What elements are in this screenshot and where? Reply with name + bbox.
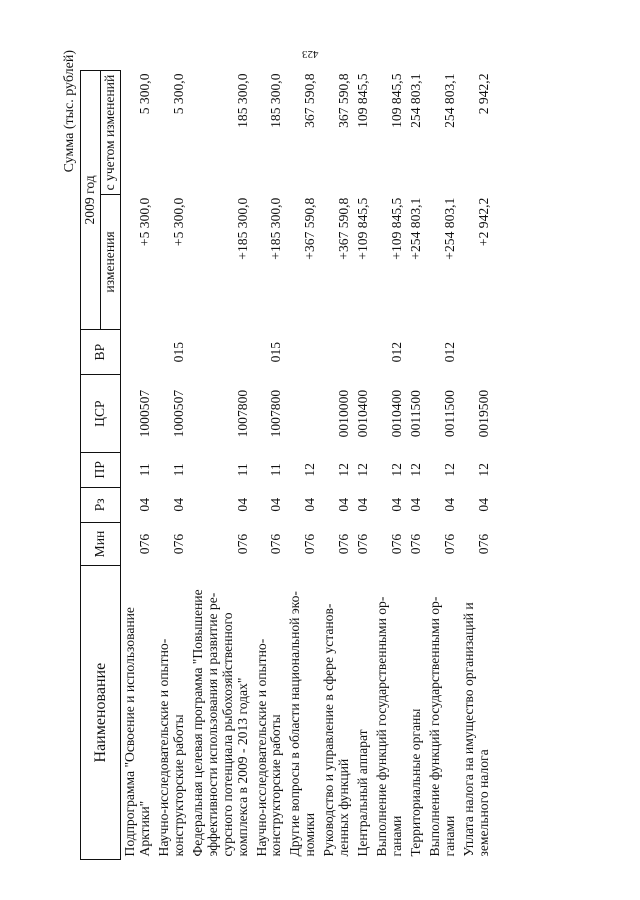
table-row	[407, 71, 426, 860]
row-vr	[320, 329, 354, 375]
row-vr	[460, 329, 494, 375]
row-csr: 0011500	[442, 390, 458, 438]
row-min: 076	[268, 533, 284, 555]
row-total: 2 942,2	[475, 73, 491, 115]
row-vr	[354, 329, 373, 375]
header-with-changes: с учетом изменений	[100, 71, 120, 195]
table-row	[320, 71, 354, 860]
row-pr: 11	[234, 463, 250, 477]
row-vr: 015	[170, 341, 186, 363]
row-pr: 12	[389, 463, 405, 477]
row-csr: 0010000	[336, 389, 352, 438]
header-name: Наименование	[81, 566, 121, 860]
header-changes: изменения	[100, 195, 120, 330]
table-row	[354, 71, 373, 860]
row-min: 076	[475, 533, 491, 555]
row-name: Центральный аппарат	[355, 729, 371, 857]
row-vr: 012	[389, 341, 405, 363]
row-rz: 04	[355, 498, 371, 512]
row-name: Уплата налога на имущество организаций и земельного налога	[460, 602, 491, 857]
row-total: 367 590,8	[336, 73, 352, 128]
row-pr: 12	[442, 463, 458, 477]
row-name: Выполнение функций государственными ор-ганами	[427, 596, 458, 857]
row-change: +254 803,1	[442, 197, 458, 260]
row-csr	[286, 375, 320, 452]
row-min: 076	[442, 533, 458, 555]
row-rz: 04	[442, 498, 458, 512]
row-name: Выполнение функций государственными ор-ганами	[374, 596, 405, 857]
row-pr: 12	[475, 463, 491, 477]
row-csr: 0010400	[355, 389, 371, 438]
row-change: +109 845,5	[389, 197, 405, 260]
row-name: Подпрограмма "Освоение и использование Арктики"	[121, 607, 152, 857]
row-pr: 11	[170, 463, 186, 477]
row-vr: 012	[442, 341, 458, 363]
row-rz: 04	[336, 498, 352, 512]
row-vr	[407, 329, 426, 375]
row-change: +109 845,5	[355, 197, 371, 260]
rotated-page	[60, 40, 580, 860]
row-min: 076	[170, 533, 186, 555]
row-rz: 04	[408, 498, 424, 512]
row-csr: 1000507	[136, 389, 152, 438]
row-pr: 12	[336, 463, 352, 477]
budget-table	[80, 70, 494, 860]
row-csr: 0010400	[389, 389, 405, 438]
row-change: +185 300,0	[234, 197, 250, 260]
row-min: 076	[355, 533, 371, 555]
row-pr: 12	[355, 463, 371, 477]
row-total: 367 590,8	[302, 73, 318, 128]
row-min: 076	[136, 533, 152, 555]
row-rz: 04	[302, 498, 318, 512]
header-min: Мин	[81, 522, 121, 565]
row-csr: 0011500	[408, 390, 424, 438]
row-change: +5 300,0	[136, 197, 152, 247]
row-csr: 1000507	[170, 389, 186, 438]
row-csr: 0019500	[475, 389, 491, 438]
row-total: 5 300,0	[136, 73, 152, 115]
header-csr: ЦСР	[81, 375, 121, 452]
row-name: Другие вопросы в области национальной эко-номики	[287, 591, 318, 857]
row-vr	[120, 329, 154, 375]
row-min: 076	[336, 533, 352, 555]
row-min: 076	[389, 533, 405, 555]
row-change: +367 590,8	[336, 197, 352, 260]
row-rz: 04	[170, 498, 186, 512]
row-total: 254 803,1	[408, 73, 424, 128]
row-change: +185 300,0	[268, 197, 284, 260]
row-change: +254 803,1	[408, 197, 424, 260]
row-min: 076	[234, 533, 250, 555]
row-pr: 12	[408, 463, 424, 477]
row-min: 076	[408, 533, 424, 555]
row-total: 254 803,1	[442, 73, 458, 128]
row-total: 109 845,5	[389, 73, 405, 128]
row-csr: 1007800	[268, 389, 284, 438]
row-rz: 04	[389, 498, 405, 512]
row-name: Федеральная целевая программа "Повышение эффективности использования и развитие ре-сурсного потенциала рыбохозяйственного комплекса в 2009 - 2013 годах"	[189, 589, 250, 857]
row-total: 5 300,0	[170, 73, 186, 115]
table-row	[426, 71, 460, 860]
row-rz: 04	[234, 498, 250, 512]
unit-caption: Сумма (тыс. рублей)	[62, 50, 77, 173]
row-rz: 04	[136, 498, 152, 512]
header-vr: ВР	[81, 329, 121, 375]
row-change: +2 942,2	[475, 197, 491, 247]
page-number: 423	[302, 48, 319, 60]
header-rz: Рз	[81, 487, 121, 522]
row-pr: 12	[302, 463, 318, 477]
table-row	[120, 71, 154, 860]
row-pr: 11	[136, 463, 152, 477]
table-body	[120, 71, 493, 860]
row-rz: 04	[268, 498, 284, 512]
row-total: 109 845,5	[355, 73, 371, 128]
table-row	[373, 71, 407, 860]
row-name: Территориальные органы	[408, 708, 424, 857]
table-row	[189, 71, 253, 860]
row-name: Руководство и управление в сфере установ-ленных функций	[321, 603, 352, 857]
row-csr: 1007800	[234, 389, 250, 438]
table-row	[253, 71, 287, 860]
row-total: 185 300,0	[234, 73, 250, 128]
row-name: Научно-исследовательские и опытно-конструкторские работы	[253, 638, 284, 857]
row-min: 076	[302, 533, 318, 555]
row-vr	[189, 329, 253, 375]
row-vr: 015	[268, 341, 284, 363]
row-total: 185 300,0	[268, 73, 284, 128]
table-row	[460, 71, 494, 860]
header-pr: ПР	[81, 452, 121, 487]
header-year: 2009 год	[81, 71, 101, 330]
row-vr	[286, 329, 320, 375]
row-change: +367 590,8	[302, 197, 318, 260]
table-row	[286, 71, 320, 860]
row-change: +5 300,0	[170, 197, 186, 247]
row-pr: 11	[268, 463, 284, 477]
row-name: Научно-исследовательские и опытно-конструкторские работы	[155, 638, 186, 857]
row-rz: 04	[475, 498, 491, 512]
table-row	[155, 71, 189, 860]
